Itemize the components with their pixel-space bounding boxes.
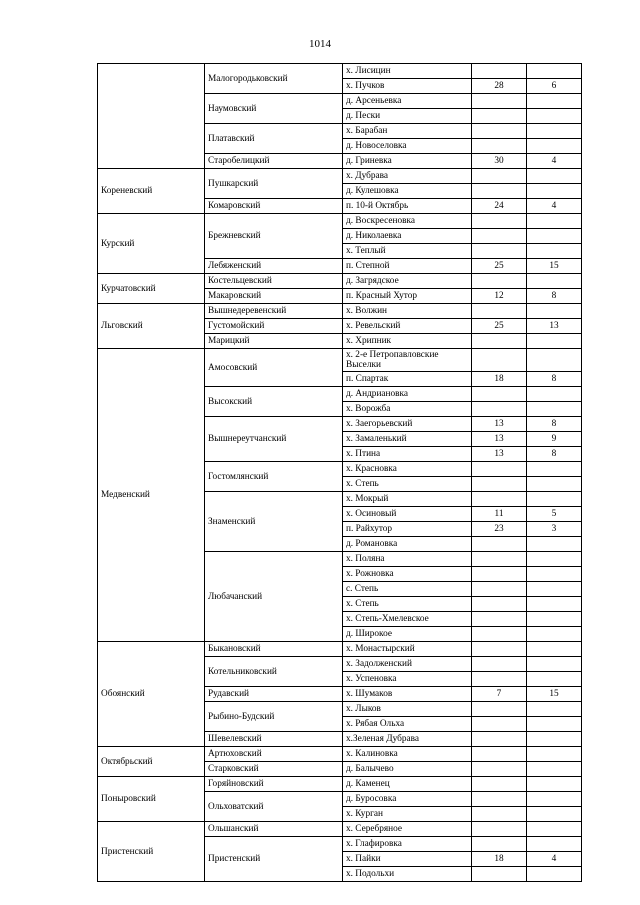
value-cell-1	[472, 334, 527, 349]
value-cell-1	[472, 672, 527, 687]
settlement-cell: д. Арсеньевка	[343, 94, 472, 109]
value-cell-2	[527, 109, 582, 124]
value-cell-2	[527, 139, 582, 154]
value-cell-2: 13	[527, 319, 582, 334]
settlement-cell: х. Осиновый	[343, 507, 472, 522]
selsovet-cell: Марицкий	[205, 334, 343, 349]
settlement-cell: д. Новоселовка	[343, 139, 472, 154]
value-cell-2	[527, 642, 582, 657]
value-cell-2	[527, 732, 582, 747]
settlement-cell: х. Хрипник	[343, 334, 472, 349]
value-cell-2: 15	[527, 259, 582, 274]
district-cell: Кореневский	[98, 169, 205, 214]
value-cell-2: 8	[527, 417, 582, 432]
value-cell-1: 7	[472, 687, 527, 702]
value-cell-1: 25	[472, 319, 527, 334]
value-cell-1	[472, 214, 527, 229]
value-cell-2: 3	[527, 522, 582, 537]
settlement-cell: х. Степь-Хмелевское	[343, 612, 472, 627]
value-cell-1	[472, 867, 527, 882]
settlement-cell: х. Шумаков	[343, 687, 472, 702]
value-cell-2	[527, 214, 582, 229]
selsovet-cell: Пушкарский	[205, 169, 343, 199]
value-cell-1	[472, 387, 527, 402]
value-cell-2	[527, 492, 582, 507]
value-cell-1	[472, 657, 527, 672]
selsovet-cell: Макаровский	[205, 289, 343, 304]
value-cell-2: 9	[527, 432, 582, 447]
table-row	[98, 349, 582, 372]
value-cell-1	[472, 807, 527, 822]
selsovet-cell: Быкановский	[205, 642, 343, 657]
settlement-cell: х. Теплый	[343, 244, 472, 259]
value-cell-2: 5	[527, 507, 582, 522]
value-cell-1	[472, 109, 527, 124]
settlement-cell: х. Успеновка	[343, 672, 472, 687]
value-cell-1: 11	[472, 507, 527, 522]
settlement-cell: д. Воскресеновка	[343, 214, 472, 229]
value-cell-2	[527, 837, 582, 852]
value-cell-1: 24	[472, 199, 527, 214]
value-cell-2	[527, 597, 582, 612]
value-cell-1	[472, 492, 527, 507]
value-cell-1	[472, 349, 527, 372]
value-cell-1: 18	[472, 852, 527, 867]
selsovet-cell: Брежневский	[205, 214, 343, 259]
value-cell-2	[527, 777, 582, 792]
value-cell-1	[472, 462, 527, 477]
selsovet-cell: Любачанский	[205, 552, 343, 642]
settlement-cell: д. Романовка	[343, 537, 472, 552]
value-cell-1: 12	[472, 289, 527, 304]
value-cell-1: 13	[472, 447, 527, 462]
district-cell: Обоянский	[98, 642, 205, 747]
settlement-cell: п. Спартак	[343, 372, 472, 387]
selsovet-cell: Знаменский	[205, 492, 343, 552]
value-cell-2	[527, 747, 582, 762]
value-cell-2	[527, 717, 582, 732]
value-cell-1: 25	[472, 259, 527, 274]
selsovet-cell: Артюховский	[205, 747, 343, 762]
value-cell-2	[527, 627, 582, 642]
settlement-cell: х. Волжин	[343, 304, 472, 319]
district-cell: Медвенский	[98, 349, 205, 642]
value-cell-1	[472, 402, 527, 417]
value-cell-1: 18	[472, 372, 527, 387]
settlement-cell: д. Гриневка	[343, 154, 472, 169]
value-cell-1	[472, 612, 527, 627]
selsovet-cell: Наумовский	[205, 94, 343, 124]
selsovet-cell: Пристенский	[205, 837, 343, 882]
district-cell	[98, 64, 205, 169]
value-cell-1	[472, 552, 527, 567]
value-cell-2	[527, 672, 582, 687]
selsovet-cell: Гостомлянский	[205, 462, 343, 492]
value-cell-1	[472, 762, 527, 777]
selsovet-cell: Малогородьковский	[205, 64, 343, 94]
value-cell-2	[527, 582, 582, 597]
settlement-cell: х. Курган	[343, 807, 472, 822]
value-cell-1	[472, 139, 527, 154]
value-cell-2	[527, 657, 582, 672]
table-row	[98, 214, 582, 229]
value-cell-1	[472, 537, 527, 552]
settlement-cell: х. Степь	[343, 597, 472, 612]
value-cell-1: 13	[472, 417, 527, 432]
value-cell-1	[472, 124, 527, 139]
selsovet-cell: Горяйновский	[205, 777, 343, 792]
value-cell-1	[472, 717, 527, 732]
table-row	[98, 747, 582, 762]
value-cell-2	[527, 124, 582, 139]
settlement-cell: д. Буросовка	[343, 792, 472, 807]
value-cell-1	[472, 627, 527, 642]
settlement-cell: х. Птина	[343, 447, 472, 462]
selsovet-cell: Котельниковский	[205, 657, 343, 687]
value-cell-2	[527, 702, 582, 717]
value-cell-2: 4	[527, 154, 582, 169]
value-cell-1	[472, 837, 527, 852]
value-cell-2	[527, 184, 582, 199]
value-cell-1: 23	[472, 522, 527, 537]
selsovet-cell: Платавский	[205, 124, 343, 154]
settlement-cell: х. Лисицин	[343, 64, 472, 79]
settlement-cell: с. Степь	[343, 582, 472, 597]
value-cell-1	[472, 477, 527, 492]
settlement-cell: х. Рожновка	[343, 567, 472, 582]
table-row	[98, 777, 582, 792]
settlement-cell: х. Монастырский	[343, 642, 472, 657]
district-cell: Поныровский	[98, 777, 205, 822]
value-cell-2	[527, 169, 582, 184]
selsovet-cell: Костельцевский	[205, 274, 343, 289]
settlement-cell: х. Пучков	[343, 79, 472, 94]
value-cell-1	[472, 229, 527, 244]
value-cell-2: 4	[527, 199, 582, 214]
value-cell-1	[472, 244, 527, 259]
selsovet-cell: Рыбино-Будский	[205, 702, 343, 732]
value-cell-1	[472, 747, 527, 762]
settlement-cell: х. 2-е Петропавловские Выселки	[343, 349, 472, 372]
settlement-cell: х. Барабан	[343, 124, 472, 139]
settlement-cell: х. Серебряное	[343, 822, 472, 837]
value-cell-1	[472, 777, 527, 792]
settlement-cell: д. Каменец	[343, 777, 472, 792]
selsovet-cell: Вышнереутчанский	[205, 417, 343, 462]
value-cell-1	[472, 642, 527, 657]
value-cell-2	[527, 807, 582, 822]
settlement-cell: х. Поляна	[343, 552, 472, 567]
value-cell-2	[527, 477, 582, 492]
settlement-cell: д. Загрядское	[343, 274, 472, 289]
table-row	[98, 64, 582, 79]
settlements-table	[97, 63, 582, 882]
settlement-cell: х. Лыков	[343, 702, 472, 717]
settlement-cell: х. Рябая Ольха	[343, 717, 472, 732]
settlement-cell: х. Подольхи	[343, 867, 472, 882]
value-cell-1	[472, 822, 527, 837]
selsovet-cell: Старобелицкий	[205, 154, 343, 169]
selsovet-cell: Старковский	[205, 762, 343, 777]
settlement-cell: х. Замаленький	[343, 432, 472, 447]
value-cell-2: 8	[527, 372, 582, 387]
value-cell-1: 30	[472, 154, 527, 169]
value-cell-1: 13	[472, 432, 527, 447]
settlement-cell: х. Ворожба	[343, 402, 472, 417]
value-cell-1	[472, 702, 527, 717]
settlement-cell: д. Николаевка	[343, 229, 472, 244]
value-cell-2	[527, 462, 582, 477]
selsovet-cell: Высокский	[205, 387, 343, 417]
value-cell-2	[527, 402, 582, 417]
settlement-cell: х.Зеленая Дубрава	[343, 732, 472, 747]
selsovet-cell: Шевелевский	[205, 732, 343, 747]
district-cell: Льговский	[98, 304, 205, 349]
page-number: 1014	[309, 38, 331, 50]
value-cell-2: 15	[527, 687, 582, 702]
settlement-cell: д. Широкое	[343, 627, 472, 642]
selsovet-cell: Ольховатский	[205, 792, 343, 822]
value-cell-2	[527, 792, 582, 807]
value-cell-2	[527, 274, 582, 289]
settlement-cell: д. Балычево	[343, 762, 472, 777]
value-cell-2	[527, 94, 582, 109]
value-cell-1	[472, 184, 527, 199]
value-cell-1	[472, 304, 527, 319]
value-cell-2: 8	[527, 289, 582, 304]
settlement-cell: п. 10-й Октябрь	[343, 199, 472, 214]
settlement-cell: х. Заегорьевский	[343, 417, 472, 432]
value-cell-1	[472, 732, 527, 747]
value-cell-2	[527, 387, 582, 402]
table-row	[98, 169, 582, 184]
value-cell-2	[527, 229, 582, 244]
value-cell-2	[527, 244, 582, 259]
value-cell-2	[527, 612, 582, 627]
selsovet-cell: Рудавский	[205, 687, 343, 702]
settlement-cell: х. Глафировка	[343, 837, 472, 852]
selsovet-cell: Густомойский	[205, 319, 343, 334]
settlement-cell: п. Степной	[343, 259, 472, 274]
value-cell-2	[527, 349, 582, 372]
district-cell: Пристенский	[98, 822, 205, 882]
settlement-cell: д. Пески	[343, 109, 472, 124]
selsovet-cell: Лебяженский	[205, 259, 343, 274]
value-cell-1	[472, 274, 527, 289]
selsovet-cell: Ольшанский	[205, 822, 343, 837]
value-cell-2	[527, 304, 582, 319]
settlement-cell: х. Задолженский	[343, 657, 472, 672]
value-cell-1	[472, 582, 527, 597]
value-cell-2: 6	[527, 79, 582, 94]
value-cell-1: 28	[472, 79, 527, 94]
selsovet-cell: Вышнедеревенский	[205, 304, 343, 319]
settlement-cell: х. Степь	[343, 477, 472, 492]
value-cell-2	[527, 334, 582, 349]
district-cell: Курчатовский	[98, 274, 205, 304]
settlement-cell: х. Пайки	[343, 852, 472, 867]
settlement-cell: х. Ревельский	[343, 319, 472, 334]
district-cell: Курский	[98, 214, 205, 274]
settlement-cell: д. Андриановка	[343, 387, 472, 402]
settlement-cell: х. Дубрава	[343, 169, 472, 184]
selsovet-cell: Комаровский	[205, 199, 343, 214]
value-cell-2	[527, 867, 582, 882]
settlement-cell: д. Кулешовка	[343, 184, 472, 199]
value-cell-2	[527, 64, 582, 79]
value-cell-1	[472, 94, 527, 109]
table-row	[98, 274, 582, 289]
settlement-cell: п. Райхутор	[343, 522, 472, 537]
settlement-cell: п. Красный Хутор	[343, 289, 472, 304]
value-cell-2	[527, 762, 582, 777]
value-cell-2: 4	[527, 852, 582, 867]
value-cell-2: 8	[527, 447, 582, 462]
value-cell-2	[527, 822, 582, 837]
table-row	[98, 642, 582, 657]
value-cell-1	[472, 597, 527, 612]
value-cell-1	[472, 169, 527, 184]
value-cell-2	[527, 567, 582, 582]
table-row	[98, 822, 582, 837]
selsovet-cell: Амосовский	[205, 349, 343, 387]
settlement-cell: х. Калиновка	[343, 747, 472, 762]
district-cell: Октябрьский	[98, 747, 205, 777]
settlement-cell: х. Мокрый	[343, 492, 472, 507]
value-cell-2	[527, 552, 582, 567]
value-cell-1	[472, 64, 527, 79]
table-row	[98, 304, 582, 319]
settlement-cell: х. Красновка	[343, 462, 472, 477]
value-cell-1	[472, 567, 527, 582]
value-cell-1	[472, 792, 527, 807]
value-cell-2	[527, 537, 582, 552]
